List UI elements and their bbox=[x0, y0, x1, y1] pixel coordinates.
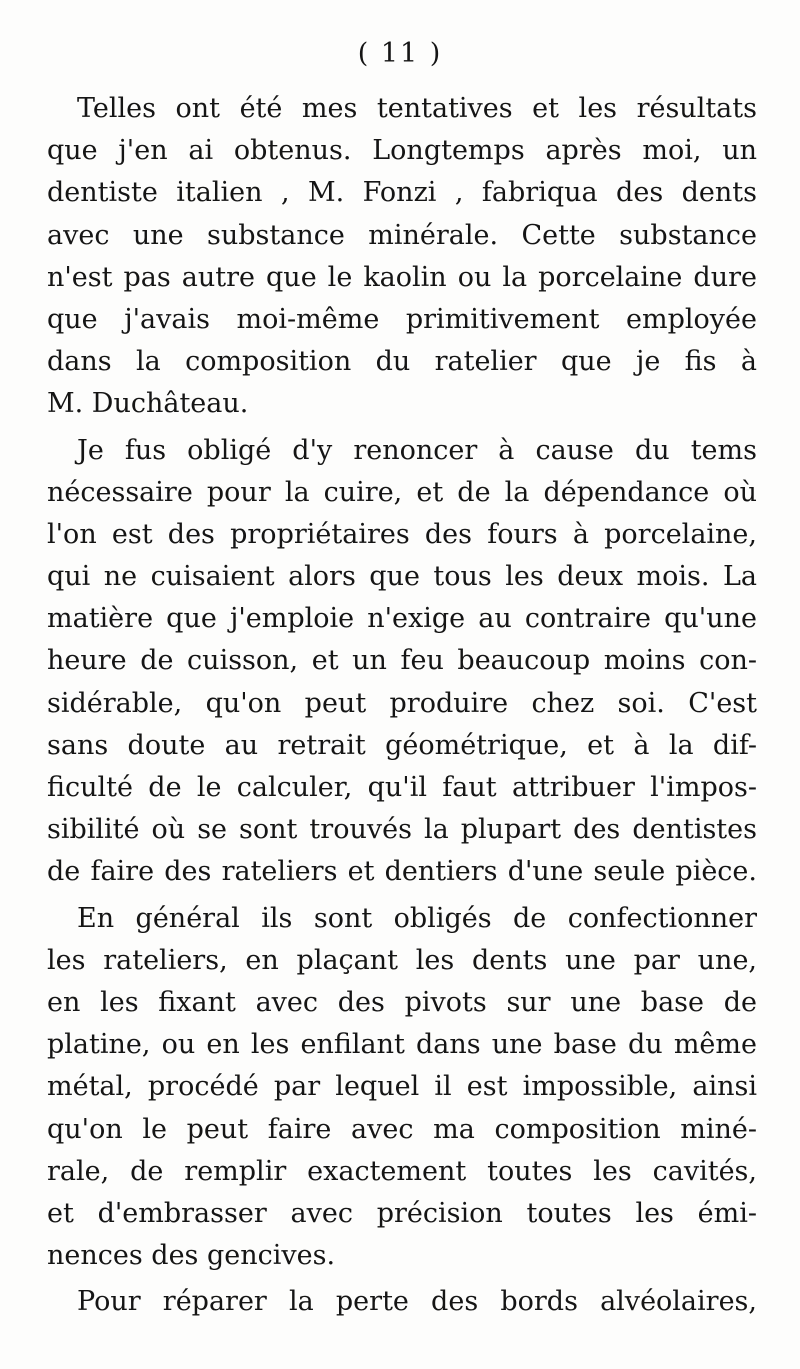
text-line: nences des gencives. bbox=[47, 1240, 336, 1272]
text-line: sibilité où se sont trouvés la plupart des dentistes bbox=[47, 814, 757, 846]
text-line: que j'avais moi-même primitivement employée bbox=[47, 303, 757, 335]
text-line: dentiste italien , M. Fonzi , fabriqua des dents bbox=[47, 177, 757, 209]
text-line: dans la composition du ratelier que je fis à bbox=[47, 346, 757, 378]
text-line: matière que j'emploie n'exige au contraire qu'une bbox=[47, 603, 757, 635]
text-line: avec une substance minérale. Cette substance bbox=[47, 219, 757, 251]
text-line: nécessaire pour la cuire, et de la dépendance où bbox=[47, 476, 757, 508]
text-line: en les fixant avec des pivots sur une base de bbox=[47, 986, 757, 1018]
text-line: ficulté de le calculer, qu'il faut attribuer l'impos- bbox=[47, 772, 757, 803]
text-line: n'est pas autre que le kaolin ou la porcelaine dure bbox=[47, 261, 757, 293]
text-line: platine, ou en les enfilant dans une base du même bbox=[47, 1029, 757, 1061]
text-line: M. Duchâteau. bbox=[47, 388, 249, 420]
text-line: qu'on le peut faire avec ma composition miné- bbox=[47, 1113, 757, 1145]
text-line: En général ils sont obligés de confectionner bbox=[77, 902, 757, 934]
text-line: sans doute au retrait géométrique, et à la dif- bbox=[47, 729, 757, 761]
text-line: heure de cuisson, et un feu beaucoup moins con- bbox=[47, 645, 757, 677]
text-line: qui ne cuisaient alors que tous les deux mois. La bbox=[47, 561, 757, 593]
text-line: les rateliers, en plaçant les dents une par une, bbox=[47, 944, 757, 976]
text-line: Telles ont été mes tentatives et les résultats bbox=[77, 93, 757, 124]
text-line: sidérable, qu'on peut produire chez soi. C'est bbox=[47, 687, 757, 719]
text-line: et d'embrasser avec précision toutes les émi- bbox=[47, 1197, 757, 1229]
body-text bbox=[47, 88, 757, 1323]
text-line: de faire des rateliers et dentiers d'une seule pièce. bbox=[47, 856, 757, 888]
text-line: Pour réparer la perte des bords alvéolaires, bbox=[77, 1286, 757, 1318]
text-line: que j'en ai obtenus. Longtemps après moi, un bbox=[47, 135, 757, 167]
text-line: rale, de remplir exactement toutes les cavités, bbox=[47, 1155, 757, 1187]
text-line: l'on est des propriétaires des fours à porcelaine, bbox=[47, 518, 757, 550]
text-line: Je fus obligé d'y renoncer à cause du tems bbox=[77, 434, 757, 466]
text-line: métal, procédé par lequel il est impossible, ainsi bbox=[47, 1071, 757, 1103]
page-number: ( 11 ) bbox=[357, 38, 443, 69]
